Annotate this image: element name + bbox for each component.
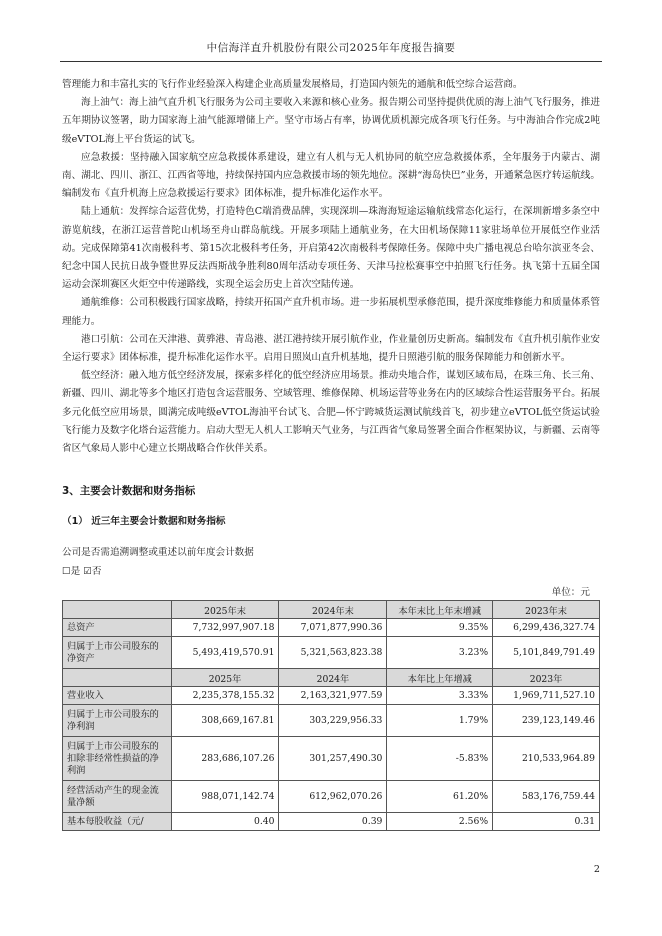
restatement-answer: ☐是 ☑否	[62, 566, 102, 577]
value-cell: 5,321,563,823.38	[279, 637, 387, 669]
paragraph-emergency-rescue: 应急救援：坚持融入国家航空应急救援体系建设，建立有人机与无人机协同的航空应急救援体系，全年服务于内蒙古、湖南、湖北、四川、浙江、江西省等地，持续保持国内应急救援市场的领先地位。深耕“海岛快巴”业务，开通紧急医疗转运航线。编制发布《直升机海上应急救援运行要求》团体标准，提升标准化运作水平。	[62, 151, 600, 200]
value-cell: 0.40	[171, 813, 279, 831]
value-cell: 5,493,419,570.91	[171, 637, 279, 669]
value-cell: 988,071,142.74	[171, 781, 279, 813]
value-cell: 2,163,321,977.59	[279, 687, 387, 705]
table-header-cell: 2024年	[279, 669, 387, 687]
value-cell: 5,101,849,791.49	[493, 637, 600, 669]
table-header-cell	[63, 669, 172, 687]
table-row	[63, 637, 600, 669]
row-label: 营业收入	[63, 687, 172, 705]
value-cell: 583,176,759.44	[493, 781, 600, 813]
row-label: 经营活动产生的现金流量净额	[63, 781, 172, 813]
table-row	[63, 619, 600, 637]
table-row	[63, 781, 600, 813]
page-header-title: 中信海洋直升机股份有限公司2025年年度报告摘要	[206, 42, 456, 54]
paragraph-offshore-oil-gas: 海上油气：海上油气直升机飞行服务为公司主要收入来源和核心业务。报告期公司坚持提供优质的海上油气飞行服务，推进五年期协议签署，助力国家海上油气能源增储上产。坚守市场占有率，协调优质机源完成各项飞行任务。与中海油合作完成2吨级eVTOL海上平台货运的试飞。	[62, 97, 600, 145]
paragraph-intro: 管理能力和丰富扎实的飞行作业经验深入构建企业高质量发展格局，打造国内领先的通航和低空综合运营商。	[62, 79, 523, 90]
change-cell: 3.33%	[387, 687, 493, 705]
change-cell: 2.56%	[387, 813, 493, 831]
paragraph-port-pilotage: 港口引航：公司在天津港、黄骅港、青岛港、湛江港持续开展引航作业，作业量创历史新高。编制发布《直升机引航作业安全运行要求》团体标准，提升标准化运作水平。启用日照岚山直升机基地，提升日照港引航的服务保障能力和创新水平。	[62, 333, 600, 364]
table-row	[63, 737, 600, 781]
value-cell: 210,533,964.89	[493, 737, 600, 781]
business-overview-text	[62, 76, 600, 458]
value-cell: 0.39	[279, 813, 387, 831]
change-cell: 3.23%	[387, 637, 493, 669]
change-cell: 9.35%	[387, 619, 493, 637]
table-header-cell: 本年末比上年末增减	[387, 601, 493, 619]
value-cell: 612,962,070.26	[279, 781, 387, 813]
value-cell: 308,669,167.81	[171, 705, 279, 737]
value-cell: 6,299,436,327.74	[493, 619, 600, 637]
row-label: 总资产	[63, 619, 172, 637]
change-cell: 61.20%	[387, 781, 493, 813]
change-cell: 1.79%	[387, 705, 493, 737]
table-header-cell: 2025年	[171, 669, 279, 687]
row-label: 基本每股收益（元/	[63, 813, 172, 831]
value-cell: 301,257,490.30	[279, 737, 387, 781]
value-cell: 303,229,956.33	[279, 705, 387, 737]
row-label: 归属于上市公司股东的净利润	[63, 705, 172, 737]
value-cell: 0.31	[493, 813, 600, 831]
table-header-cell: 2023年	[493, 669, 600, 687]
table-header-row	[63, 601, 600, 619]
value-cell: 7,732,997,907.18	[171, 619, 279, 637]
page-number: 2	[593, 864, 600, 875]
section-title: 3、主要会计数据和财务指标	[62, 485, 196, 497]
value-cell: 2,235,378,155.32	[171, 687, 279, 705]
financial-data-table	[62, 600, 600, 831]
subsection-title: （1） 近三年主要会计数据和财务指标	[62, 516, 226, 527]
row-label: 归属于上市公司股东的净资产	[63, 637, 172, 669]
header-divider	[60, 61, 602, 62]
paragraph-aviation-maintenance: 通航维修：公司积极践行国家战略，持续开拓国产直升机市场。进一步拓展机型承修范围，提升深度维修能力和质量体系管理能力。	[62, 297, 600, 327]
table-row	[63, 687, 600, 705]
table-header-cell: 2024年末	[279, 601, 387, 619]
value-cell: 283,686,107.26	[171, 737, 279, 781]
value-cell: 7,071,877,990.36	[279, 619, 387, 637]
unit-label: 单位：元	[551, 587, 590, 598]
table-row	[63, 705, 600, 737]
table-header-row	[63, 669, 600, 687]
table-header-cell: 2023年末	[493, 601, 600, 619]
paragraph-onshore-aviation: 陆上通航：发挥综合运营优势，打造特色C端消费品牌，实现深圳—珠海海短途运输航线常态化运行，在深圳新增多条空中游览航线，在浙江运营普陀山机场至舟山群岛航线。开展多项陆上通航业务，在大田机场保障11家驻场单位开展低空作业活动。完成保障第41次南极科考、第15次北极科考任务，开启第42次南极科考保障任务。保障中央广播电视总台哈尔滨亚冬会、纪念中国人民抗日战争暨世界反法西斯战争胜利80周年活动专项任务、天津马拉松赛事空中拍照飞行任务。执飞第十五届全国运动会深圳赛区火炬空中传递路线，实现全运会历史上首次空陆传递。	[62, 206, 600, 291]
paragraph-low-altitude-economy: 低空经济：融入地方低空经济发展，探索多样化的低空经济应用场景。推动央地合作，谋划区域布局，在珠三角、长三角、新疆、四川、湖北等多个地区打造包含运营服务、空域管理、维修保障、机场运营等业务在内的区域综合性运营服务平台。拓展多元化低空应用场景，圆满完成吨级eVTOL海油平台试飞、合肥—怀宁跨城货运测试航线首飞，初步建立eVTOL低空货运试验飞行能力及数字化塔台运营能力。启动大型无人机人工影响天气业务，与江西省气象局签署全面合作框架协议，与新疆、云南等省区气象局人影中心建立长期战略合作伙伴关系。	[62, 370, 600, 455]
table-header-cell	[63, 601, 172, 619]
table-row	[63, 813, 600, 831]
table-header-cell: 2025年末	[171, 601, 279, 619]
change-cell: -5.83%	[387, 737, 493, 781]
row-label: 归属于上市公司股东的扣除非经常性损益的净利润	[63, 737, 172, 781]
value-cell: 1,969,711,527.10	[493, 687, 600, 705]
value-cell: 239,123,149.46	[493, 705, 600, 737]
table-header-cell: 本年比上年增减	[387, 669, 493, 687]
restatement-question: 公司是否需追溯调整或重述以前年度会计数据	[62, 547, 254, 558]
